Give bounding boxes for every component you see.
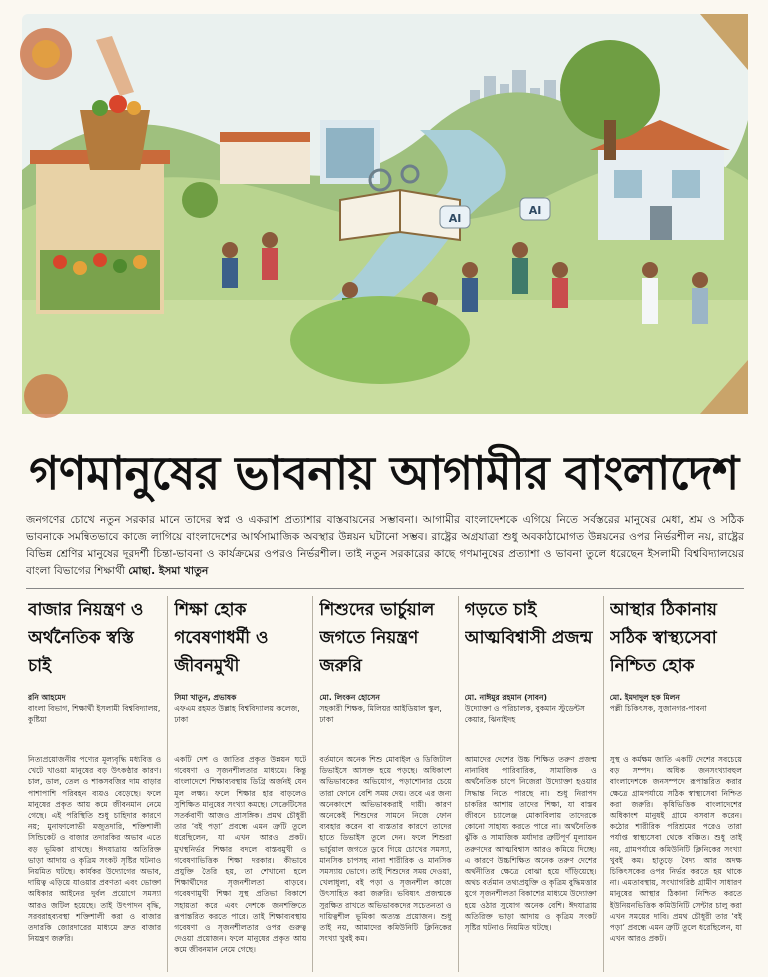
ai-bubble-left [440, 206, 470, 228]
author-name: রনি আহমেদ [28, 693, 66, 702]
byline [319, 692, 451, 746]
column-body: বর্তমানে অনেক শিশু মোবাইল ও ডিজিটাল ডিভাইসে আসক্ত হয়ে পড়ছে। অধিকাংশ অভিভাবকের অভিযোগ, পড়াশোনার চেয়ে তারা ফোনে বেশি সময় দেয়। তবে এর জন্য অনেকাংশে অভিভাবকরাই দায়ী। কারণ অনেকেই শিশুদের সামনে নিজে ফোন ব্যবহার করেন বা ব্যস্ততার কারণে তাদের হাতে ডিভাইস তুলে দেন। ফলে শিশুরা ভার্চুয়াল জগতে ডুবে গিয়ে চোখের সমস্যা, মানসিক চাপসহ নানা শারীরিক ও মানসিক সমস্যায় ভোগে। তাই শিশুদের সময় দেওয়া, খেলাধুলা, বই পড়া ও সৃজনশীল কাজে উৎসাহিত করা জরুরি। ভবিষ্যৎ প্রজন্মকে সুরক্ষিত রাখতে অভিভাবকদের সচেতনতা ও দায়িত্বশীল ভূমিকা অত্যন্ত প্রয়োজন। শুধু তাই নয়, আমাদের কমিউনিটি ক্লিনিকের সংখ্যা খুবই কম। [319, 755, 452, 944]
author-affiliation: পল্লী চিকিৎসক, সুজানগর-পাবনা [609, 704, 707, 713]
market-stall [30, 150, 170, 314]
author-affiliation: সহকারী শিক্ষক, মিলিয়র আইডিয়াল স্কুল, ঢাকা [319, 704, 442, 724]
author-name: মো. নাঈমুর রহমান (সাবন) [464, 693, 547, 702]
svg-text:AI: AI [448, 212, 462, 225]
divider [26, 588, 744, 589]
column-title: বাজার নিয়ন্ত্রণ ও অর্থনৈতিক স্বস্তি চাই [28, 600, 144, 676]
byline [610, 692, 742, 746]
corner-motif [24, 374, 68, 418]
family-lawn [290, 296, 470, 384]
author-affiliation: উদ্যোক্তা ও পরিচালক, বুকমান স্টুডেন্টস কেয়ার, ঝিনাইদহ [464, 704, 585, 724]
byline [174, 692, 306, 746]
column-body: নিত্যপ্রয়োজনীয় পণ্যের মূল্যবৃদ্ধি মধ্যবিত্ত ও খেটে খাওয়া মানুষের বড় উৎকণ্ঠার কারণ। চাল, ডাল, তেল ও শাকসবজির দাম বাড়ার পাশাপাশি পরিবহন ব্যয়ও বেড়েছে। ফলে মানুষের প্রকৃত আয় কমে জীবনমান নেমে গেছে। এই পরিস্থিতি শুধু চাহিদার কারণে নয়; মুনাফালোভী মজুতদারি, শক্তিশালী সিন্ডিকেট ও বাজার তদারকির অভাব এতে বড় ভূমিকা রাখছে। ঈদযাত্রায় অতিরিক্ত ভাড়া আদায় ও কৃত্রিম সংকট সৃষ্টির ঘটনাও নিয়মিত ঘটছে। কার্যকর উদ্যোগের অভাব, দায়িত্ব এড়িয়ে যাওয়ার প্রবণতা এবং ভোক্তা অধিকার আইনের দুর্বল প্রয়োগে সমস্যা আরও জটিল হয়েছে। তাই উৎপাদন বৃদ্ধি, সরবরাহব্যবস্থা শক্তিশালী করা ও বাজার তদারকি জোরদারের মাধ্যমে দ্রুত বাজার নিয়ন্ত্রণ জরুরি। [28, 755, 162, 944]
column-title: আস্থার ঠিকানায় সঠিক স্বাস্থ্যসেবা নিশ্চিত হোক [609, 600, 717, 676]
svg-text:AI: AI [528, 204, 542, 217]
opinion-column [312, 596, 457, 972]
opinion-column [603, 596, 748, 972]
column-body: সুস্থ ও কর্মক্ষম জাতি একটি দেশের সবচেয়ে বড় সম্পদ। অধিক জনসংখ্যাবহুল বাংলাদেশকে জনসম্পদে রূপান্তরিত করার ক্ষেত্রে গ্রামপর্যায়ে সঠিক স্বাস্থ্যসেবা নিশ্চিত করা জরুরি। কৃষিভিত্তিক বাংলাদেশের অধিকাংশ মানুষই গ্রামে বসবাস করেন। কঠোর শারীরিক পরিশ্রমের পরেও তারা পর্যাপ্ত স্বাস্থ্যসেবা থেকে বঞ্চিত। শুধু তাই নয়, গ্রামপর্যায়ে কমিউনিটি ক্লিনিকের সংখ্যা খুবই কম। হাতুড়ে বৈদ্য আর অদক্ষ চিকিৎসকের ওপর নির্ভর করতে হয় থাকে না। এমতাবস্থায়, সংখ্যাগরিষ্ঠ গ্রামীণ সাধারণ মানুষের আস্থার ঠিকানা নিশ্চিত করতে ইউনিয়নভিত্তিক কমিউনিটি সেন্টার চালু করা এখন সময়ের দাবি। প্রমথ চৌধুরী তার ‘বই পড়া’ প্রবন্ধে এমন ত্রুটি তুলে ধরেছিলেন, যা এখন আরও প্রকট। [609, 755, 742, 944]
author-name: মো. ইমদাদুল হক মিলন [609, 693, 680, 702]
opinion-column [167, 596, 312, 972]
column-body: একটি দেশ ও জাতির প্রকৃত উন্নয়ন ঘটে গবেষণা ও সৃজনশীলতার মাধ্যমে। কিন্তু বাংলাদেশে শিক্ষাব্যবস্থায় ডিগ্রি অর্জনই যেন মূল লক্ষ্য। ফলে শিক্ষার হার বাড়লেও সুশিক্ষিত মানুষের সংখ্যা কমছে। সেক্রেটিসের সতর্কবাণী আজও প্রাসঙ্গিক। প্রমথ চৌধুরী তার ‘বই পড়া’ প্রবন্ধে এমন ত্রুটি তুলে ধরেছিলেন, যা এখন আরও প্রকট। মুখস্থনির্ভর শিক্ষার বদলে বাস্তবমুখী ও গবেষণাভিত্তিক শিক্ষা দরকার। কীভাবে প্রযুক্তি তৈরি হয়, তা শেখানো হলে শিক্ষার্থীদের সৃজনশীলতা বাড়বে। গবেষণামুখী শিক্ষা সুস্থ প্রতিভা বিকাশে সহায়তা করে এবং দেশকে জনশক্তিতে রূপান্তরিত করতে পারে। তাই শিক্ষাব্যবস্থায় গবেষণা ও সৃজনশীলতার ওপর গুরুত্ব দেওয়া প্রয়োজন। ফলে মানুষের প্রকৃত আয় কমে জীবনমান নেমে গেছে। [174, 755, 307, 955]
column-title: গড়তে চাই আত্মবিশ্বাসী প্রজন্ম [464, 600, 593, 648]
byline [465, 692, 597, 746]
ai-bubble-right [520, 198, 550, 220]
column-title: শিক্ষা হোক গবেষণাধর্মী ও জীবনমুখী [174, 600, 269, 676]
intro-paragraph [26, 512, 744, 584]
headline: গণমানুষের ভাবনায় আগামীর বাংলাদেশ [29, 446, 739, 500]
column-title: শিশুদের ভার্চুয়াল জগতে নিয়ন্ত্রণ জরুরি [319, 600, 435, 676]
column-body: আমাদের দেশের উচ্চ শিক্ষিত তরুণ প্রজন্ম নানাবিধ পারিবারিক, সামাজিক ও অর্থনৈতিক চাপে নিজেরা উদ্যোক্তা হওয়ার সিদ্ধান্ত নিতে পারছে না। শুধু নিরাপদ চাকরির আশায় তাদের শিক্ষা, যা বাস্তব জীবনে চ্যালেঞ্জ মোকাবিলায় তাদেরকে কোনো সাহায্য করতে পারে না। অর্থনৈতিক ঝুঁকি ও সামাজিক মর্যাদার ত্রুটিপূর্ণ মূল্যায়ন তরুণদের আত্মবিশ্বাস আরও কমিয়ে দিচ্ছে। এ কারণে উচ্চশিক্ষিত অনেক তরুণ দেশের অর্থনীতির ক্ষেত্রে বোঝা হয়ে দাঁড়িয়েছে। অথচ বর্তমান তথ্যপ্রযুক্তি ও কৃত্রিম বুদ্ধিমত্তার যুগে সৃজনশীলতা বিকাশের মাধ্যমে উদ্যোক্তা হয়ে ওঠার সুযোগ অনেক বেশি। ঈদযাত্রায় অতিরিক্ত ভাড়া আদায় ও কৃত্রিম সংকট সৃষ্টির ঘটনাও নিয়মিত ঘটছে। [464, 755, 597, 933]
author-name: মো. লিংকন হোসেন [319, 693, 380, 702]
intro-author: মোছা. ইসমা খাতুন [128, 565, 209, 577]
opinion-column [458, 596, 603, 972]
opinion-column [22, 596, 167, 972]
opinion-columns [22, 596, 748, 972]
author-affiliation: এফএম রহমত উল্লাহ বিশ্ববিদ্যালয় কলেজ, ঢাকা [174, 704, 300, 724]
byline [28, 692, 161, 746]
author-name: সিমা খাতুন, প্রভাষক [174, 693, 237, 702]
hero-illustration [0, 0, 768, 440]
author-affiliation: বাংলা বিভাগ, শিক্ষার্থী ইসলামী বিশ্ববিদ্যালয়, কুষ্টিয়া [28, 704, 161, 724]
intro-text: জনগণের চোখে নতুন সরকার মানে তাদের স্বপ্ন ও একরাশ প্রত্যাশার বাস্তবায়নের সম্ভাবনা। আগামীর বাংলাদেশকে এগিয়ে নিতে সর্বস্তরের মানুষের মেধা, শ্রম ও সঠিক ভাবনাকে সমন্বিতভাবে কাজে লাগিয়ে বাংলাদেশের আর্থসামাজিক অবস্থার উন্নয়ন ঘটানো সম্ভব। রাষ্ট্রের অগ্রযাত্রা শুধু অবকাঠামোগত উন্নয়নের ওপর নির্ভরশীল নয়, রাষ্ট্রের বিভিন্ন শ্রেণির মানুষের দূরদর্শী চিন্তা-ভাবনা ও কার্যক্রমের ওপরও নির্ভরশীল। তাই নতুন সরকারের কাছে গণমানুষের প্রত্যাশা ও ভাবনা তুলে ধরেছেন ইসলামী বিশ্ববিদ্যালয়ের বাংলা বিভাগের শিক্ষার্থী [26, 514, 744, 577]
